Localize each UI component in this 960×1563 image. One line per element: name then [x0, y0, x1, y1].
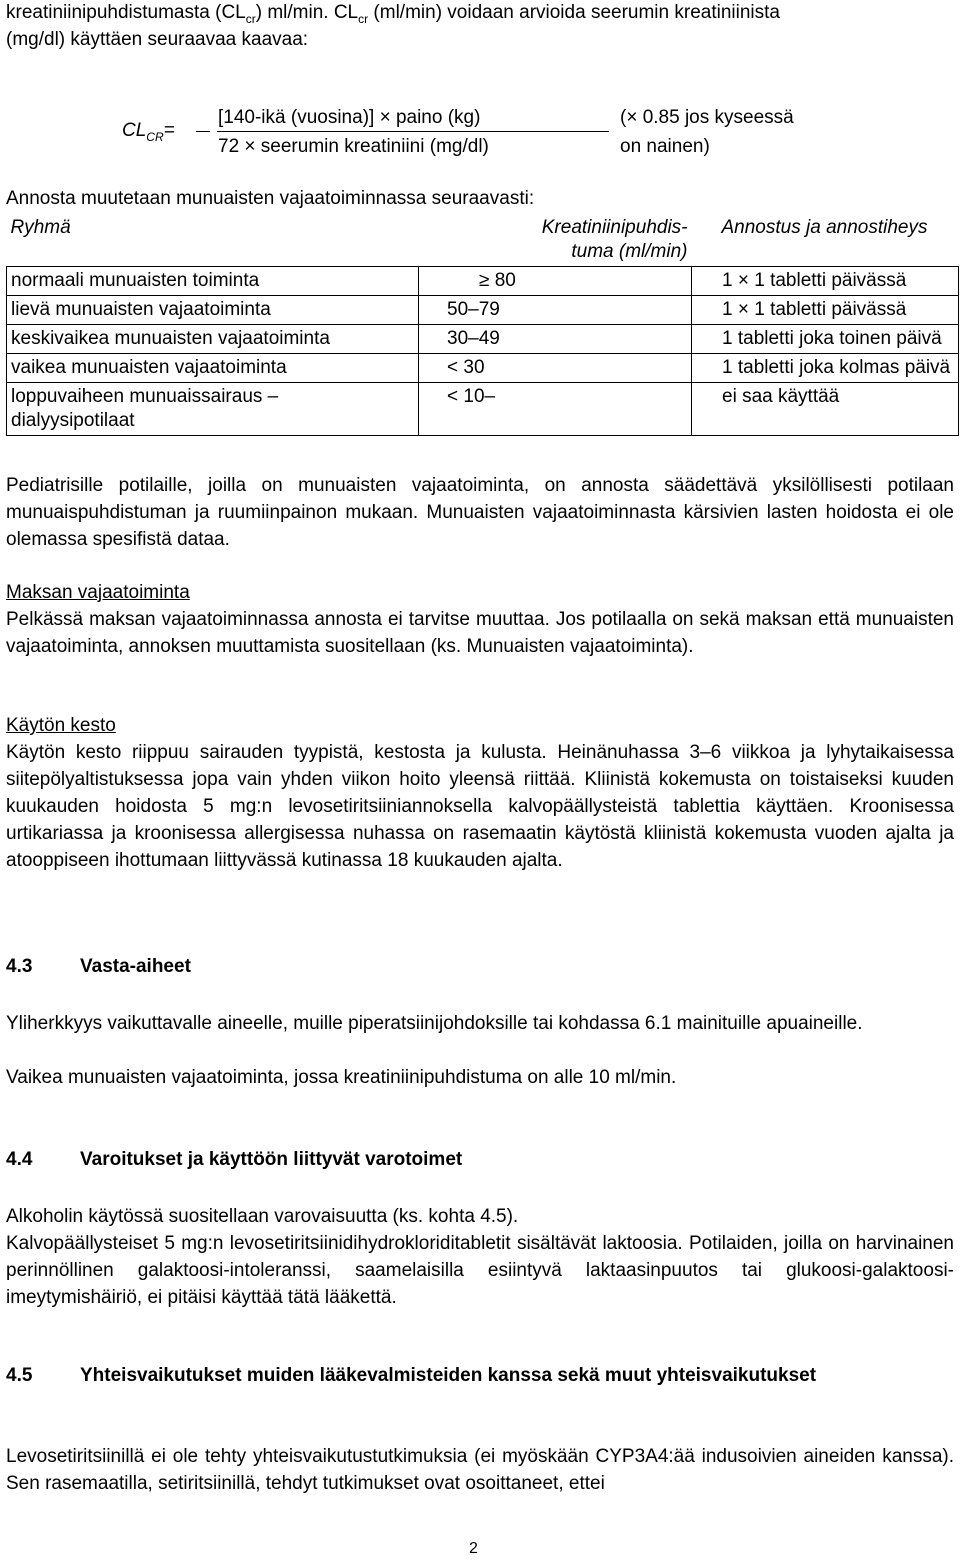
intro-line-2: (mg/dl) käyttäen seuraavaa kaavaa: [6, 29, 309, 50]
section-title: Varoitukset ja käyttöön liittyvät varotoimet [80, 1149, 463, 1170]
formula-note-2: on nainen) [620, 136, 710, 157]
liver-heading: Maksan vajaatoiminta [6, 582, 190, 603]
table-cell: loppuvaiheen munuaissairaus – dialyysipotilaat [7, 383, 419, 436]
table-row [7, 354, 959, 383]
section-4-5-paragraph-1: Levosetiritsiinillä ei ole tehty yhteisvaikutustutkimuksia (ei myöskään CYP3A4:ää indusoivien aineiden kanssa). Sen rasemaatilla, setiritsiinillä, tehdyt tutkimukset ovat osoittaneet, ettei [6, 1446, 954, 1494]
section-4-5-heading [6, 1362, 954, 1390]
table-cell: < 30 [419, 354, 692, 383]
header-dosage: Annostus ja annostiheys [721, 217, 928, 238]
table-row [7, 296, 959, 325]
table-cell: keskivaikea munuaisten vajaatoiminta [7, 325, 419, 354]
section-4-4-heading [6, 1149, 462, 1171]
section-number: 4.4 [6, 1149, 33, 1170]
pediatric-paragraph: Pediatrisille potilaille, joilla on munuaisten vajaatoiminta, on annosta säädettävä yksilöllisesti potilaan munuaispuhdistuman ja ruumiinpainon mukaan. Munuaisten vajaatoiminnasta kärsivien lasten hoidosta ei ole olemassa spesifistä dataa. [6, 475, 954, 550]
formula-numerator: [140-ikä (vuosina)] × paino (kg) [218, 107, 481, 128]
table-row [7, 383, 959, 436]
header-group: Ryhmä [10, 217, 71, 238]
intro-line-1: kreatiniinipuhdistumasta $(CL_{cr})$ ml/min. $CL_{cr}$ (ml/min) voidaan arvioida seerumin kreatiniinista [6, 2, 780, 26]
formula-fraction-line [217, 131, 609, 132]
table-cell: 1 tabletti joka kolmas päivä [692, 354, 959, 383]
formula-note-1: (× 0.85 jos kyseessä [620, 107, 794, 128]
table-cell: 30–49 [419, 325, 692, 354]
table-cell: 1 × 1 tabletti päivässä [692, 296, 959, 325]
table-cell: lievä munuaisten vajaatoiminta [7, 296, 419, 325]
section-number: 4.5 [6, 1365, 33, 1386]
table-cell: < 10– [419, 383, 692, 436]
formula-denominator: 72 × seerumin kreatiniini (mg/dl) [218, 136, 489, 157]
header-clearance: Kreatiniinipuhdis- tuma (ml/min) [541, 217, 688, 262]
section-4-4-paragraph-2: Kalvopäällysteiset 5 mg:n levosetiritsiinidihydrokloriditabletit sisältävät laktoosia. Potilaiden, joilla on harvinainen perinnöllinen galaktoosi-intoleranssi, saamelaisilla esiintyvä laktaasinpuutos tai glukoosi-galaktoosi-imeytymishäiriö, ei pitäisi käyttää tätä lääkettä. [6, 1233, 954, 1308]
section-number: 4.3 [6, 956, 33, 977]
table-cell: ≥ 80 [419, 267, 692, 296]
formula-lhs: $CL_{CR}=$ [122, 120, 175, 144]
section-4-4-paragraph-1: Alkoholin käytössä suositellaan varovaisuutta (ks. kohta 4.5). [6, 1206, 519, 1227]
formula-dash [196, 131, 210, 132]
duration-paragraph: Käytön kesto riippuu sairauden tyypistä, kestosta ja kulusta. Heinänuhassa 3–6 viikkoa ja lyhytaikaisessa siitepölyaltistuksessa jopa vain yhden viikon hoito yleensä riittää. Kliinistä kokemusta on toistaiseksi kuuden kuukauden hoidosta 5 mg:n levosetiritsiiniannoksella kalvopäällysteistä tablettia käyttäen. Kroonisessa urtikariassa ja kroonisessa allergisessa nuhassa on rasemaatin käytöstä kliinistä kokemusta vuoden ajalta ja atooppiseen ihottumaan liittyvässä kutinassa 18 kuukauden ajalta. [6, 742, 954, 871]
duration-heading: Käytön kesto [6, 715, 116, 736]
liver-paragraph: Pelkässä maksan vajaatoiminnassa annosta ei tarvitse muuttaa. Jos potilaalla on sekä maksan että munuaisten vajaatoiminta, annoksen muuttamista suositellaan (ks. Munuaisten vajaatoiminta). [6, 609, 954, 657]
table-row [7, 267, 959, 296]
section-title: Yhteisvaikutukset muiden lääkevalmisteiden kanssa sekä muut yhteisvaikutukset [80, 1365, 817, 1386]
table-cell: 1 tabletti joka toinen päivä [692, 325, 959, 354]
table-cell: 1 × 1 tabletti päivässä [692, 267, 959, 296]
table-row [7, 325, 959, 354]
section-4-3-heading [6, 956, 191, 978]
dose-table [6, 214, 959, 436]
table-cell: vaikea munuaisten vajaatoiminta [7, 354, 419, 383]
table-cell: 50–79 [419, 296, 692, 325]
table-header-row [7, 214, 959, 267]
page-number: 2 [469, 1540, 478, 1557]
section-4-3-paragraph-2: Vaikea munuaisten vajaatoiminta, jossa kreatiniinipuhdistuma on alle 10 ml/min. [6, 1067, 677, 1088]
section-title: Vasta-aiheet [80, 956, 191, 977]
section-4-3-paragraph-1: Yliherkkyys vaikuttavalle aineelle, muille piperatsiinijohdoksille tai kohdassa 6.1 mainituille apuaineille. [6, 1013, 863, 1034]
table-cell: ei saa käyttää [692, 383, 959, 436]
table-intro: Annosta muutetaan munuaisten vajaatoiminnassa seuraavasti: [6, 188, 535, 209]
table-cell: normaali munuaisten toiminta [7, 267, 419, 296]
